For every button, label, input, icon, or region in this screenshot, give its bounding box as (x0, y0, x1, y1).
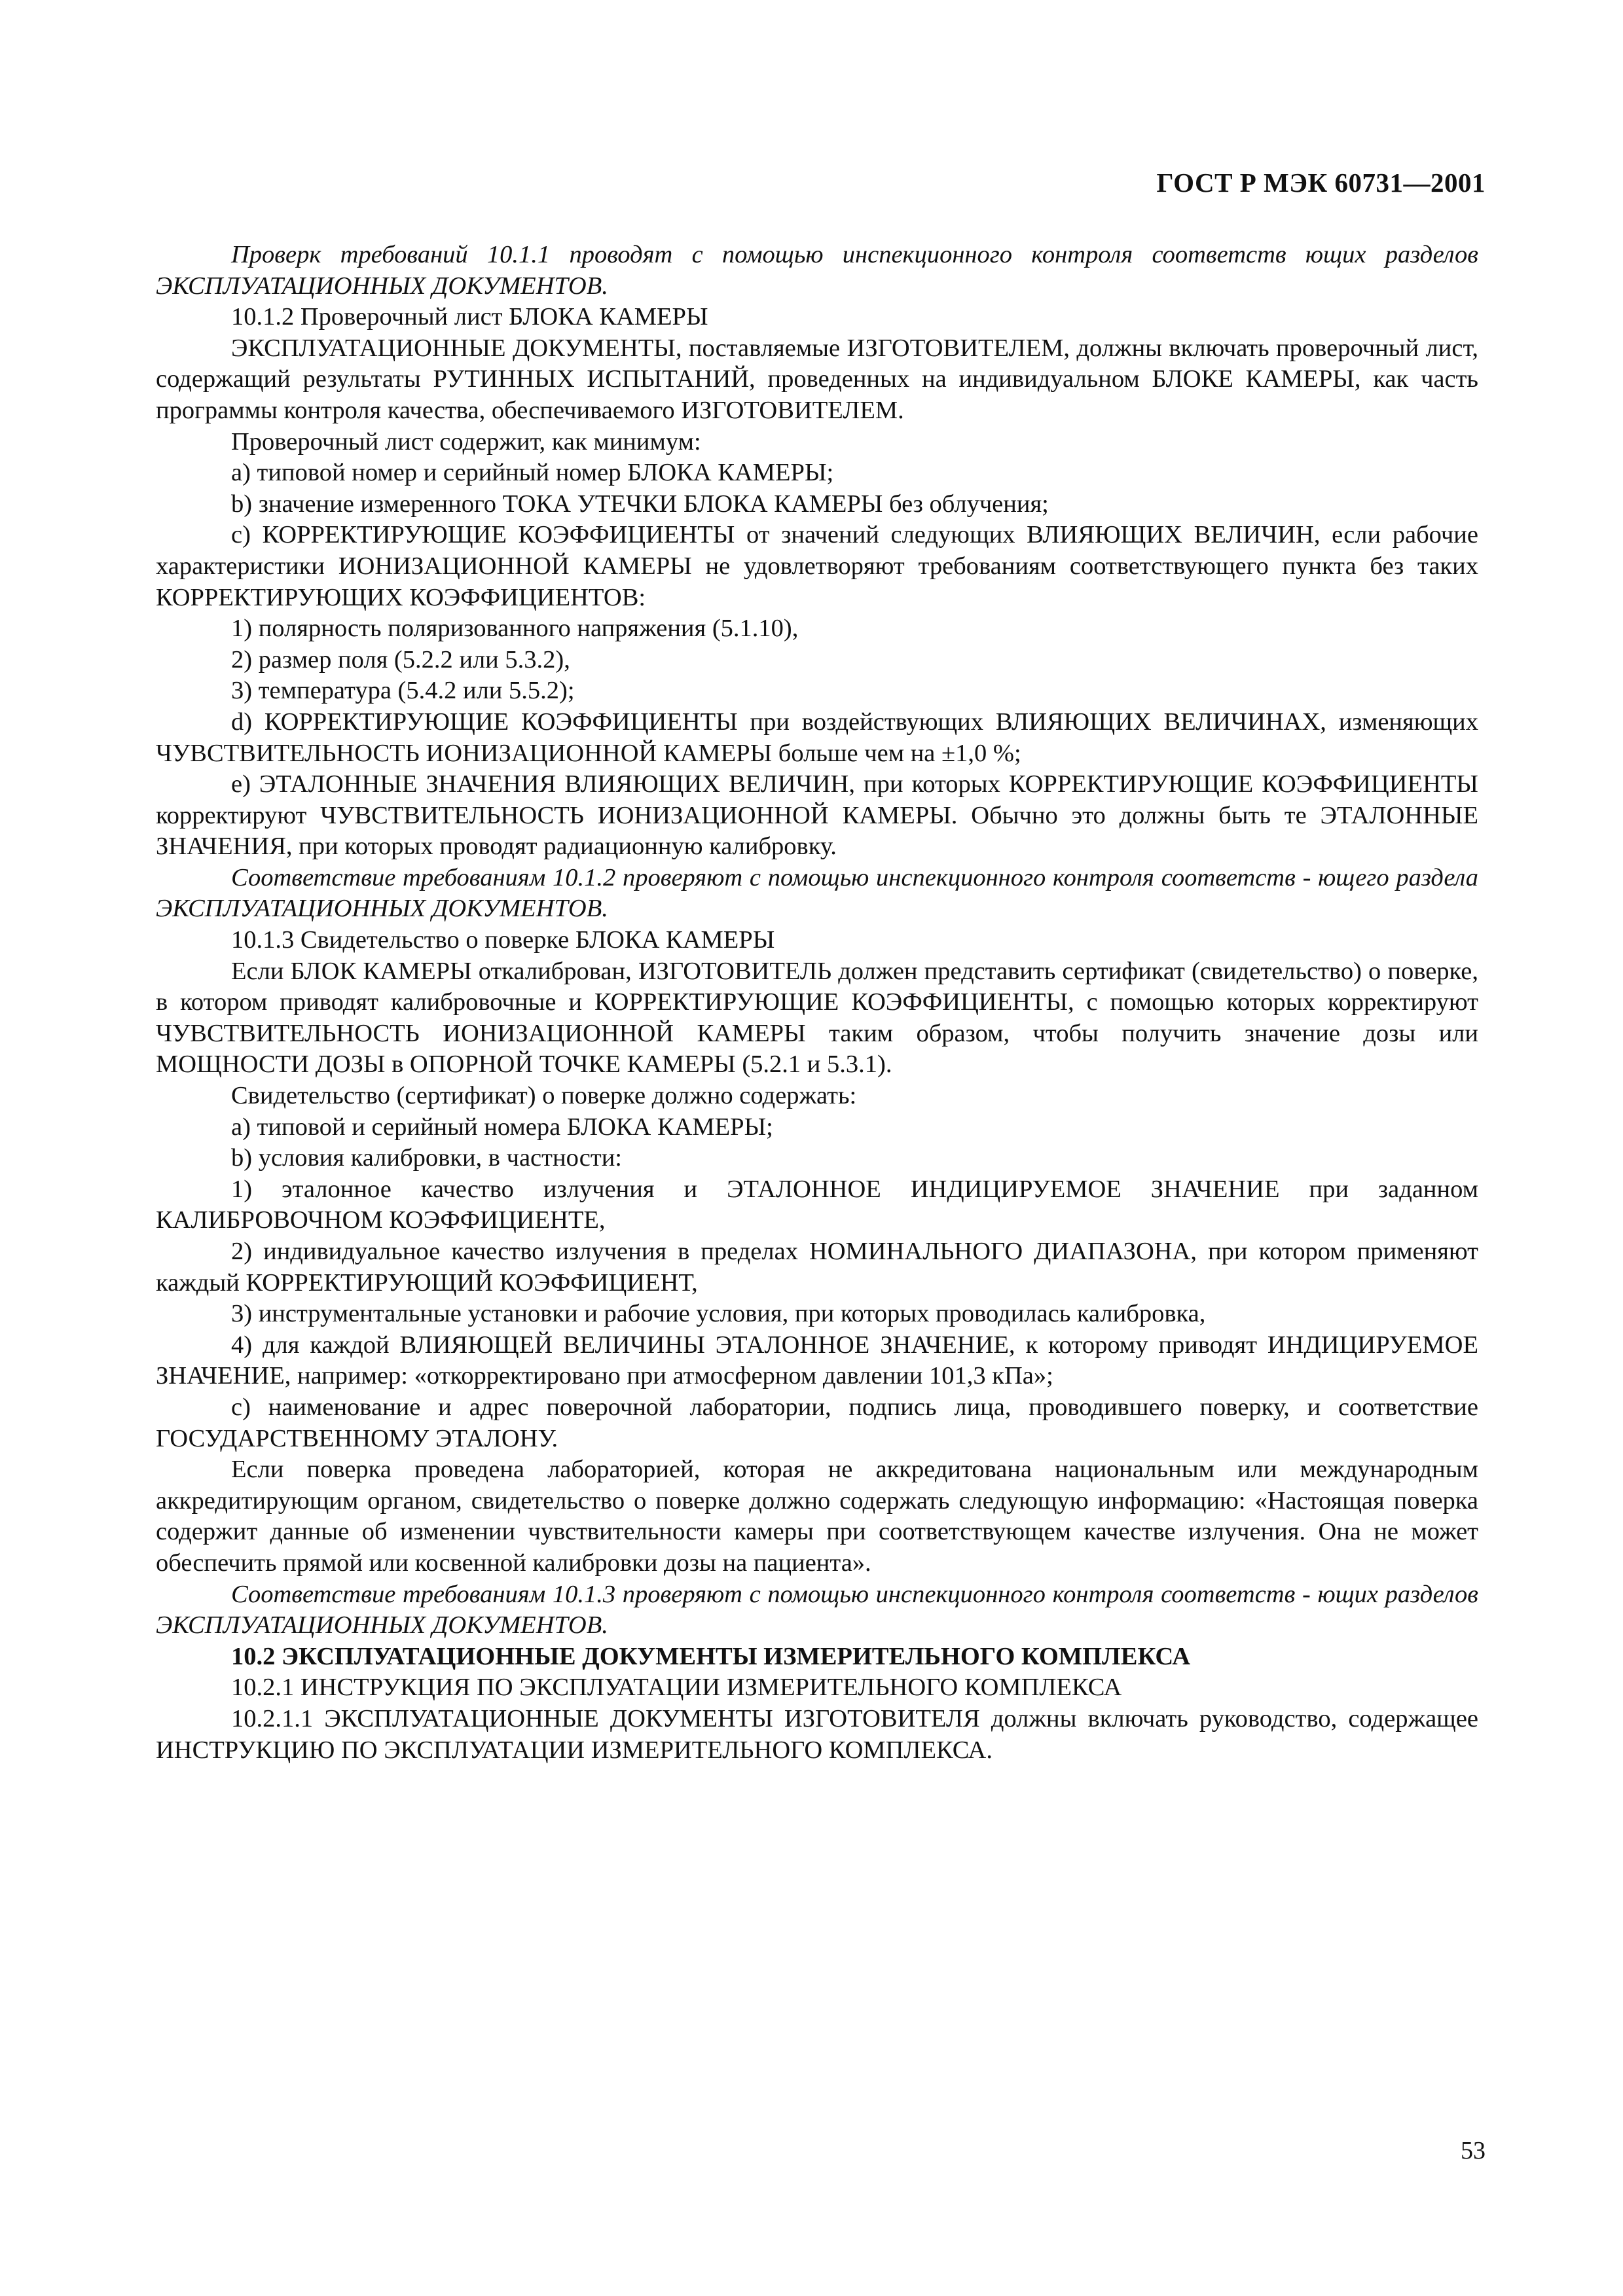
list-item: 4) для каждой ВЛИЯЮЩЕЙ ВЕЛИЧИНЫ ЭТАЛОННОЕ ЗНАЧЕНИЕ, к которому приводят ИНДИЦИРУЕМОЕ ЗНАЧЕНИЕ, например: «откорректировано при атмосферном давлении 101,3 кПа»; (156, 1331, 1478, 1390)
list-item: 2) индивидуальное качество излучения в пределах НОМИНАЛЬНОГО ДИАПАЗОНА, при котором применяют каждый КОРРЕКТИРУЮЩИЙ КОЭФФИЦИЕНТ, (156, 1238, 1478, 1297)
standard-header: ГОСТ Р МЭК 60731—2001 (1156, 168, 1486, 198)
list-item: 3) температура (5.4.2 или 5.5.2); (231, 677, 575, 705)
list-item: а) типовой и серийный номера БЛОКА КАМЕРЫ; (231, 1113, 773, 1141)
document-body (156, 240, 1478, 1766)
italic-note: Соответствие требованиям 10.1.3 проверяют с помощью инспекционного контроля соответств - ющих разделов ЭКСПЛУАТАЦИОННЫХ ДОКУМЕНТОВ. (156, 1580, 1478, 1640)
paragraph: ЭКСПЛУАТАЦИОННЫЕ ДОКУМЕНТЫ, поставляемые ИЗГОТОВИТЕЛЕМ, должны включать проверочный лист, содержащий результаты РУТИННЫХ ИСПЫТАНИЙ, проведенных на индивидуальном БЛОКЕ КАМЕРЫ, как часть программы контроля качества, обеспечиваемого ИЗГОТОВИТЕЛЕМ. (156, 334, 1478, 424)
clause-heading: 10.2.1 ИНСТРУКЦИЯ ПО ЭКСПЛУАТАЦИИ ИЗМЕРИТЕЛЬНОГО КОМПЛЕКСА (231, 1674, 1122, 1702)
paragraph: Если поверка проведена лабораторией, которая не аккредитована национальным или международным аккредитирующим органом, свидетельство о поверке должно содержать следующую информацию: «Настоящая поверка содержит данные об изменении чувствительности камеры при соответствующем качестве излучения. Она не может обеспечить прямой или косвенной калибровки дозы на пациента». (156, 1456, 1478, 1577)
paragraph: Проверочный лист содержит, как минимум: (231, 427, 701, 456)
list-item: 3) инструментальные установки и рабочие условия, при которых проводилась калибровка, (231, 1300, 1206, 1328)
list-item: b) условия калибровки, в частности: (231, 1144, 622, 1172)
italic-note: Соответствие требованиям 10.1.2 проверяют с помощью инспекционного контроля соответств - ющего раздела ЭКСПЛУАТАЦИОННЫХ ДОКУМЕНТОВ. (156, 863, 1478, 923)
page-number: 53 (1461, 2137, 1486, 2164)
list-item: 1) полярность поляризованного напряжения (5.1.10), (231, 615, 799, 643)
list-item: 1) эталонное качество излучения и ЭТАЛОННОЕ ИНДИЦИРУЕМОЕ ЗНАЧЕНИЕ при заданном КАЛИБРОВОЧНОМ КОЭФФИЦИЕНТЕ, (156, 1175, 1478, 1234)
list-item: d) КОРРЕКТИРУЮЩИЕ КОЭФФИЦИЕНТЫ при воздействующих ВЛИЯЮЩИХ ВЕЛИЧИНАХ, изменяющих ЧУВСТВИТЕЛЬНОСТЬ ИОНИЗАЦИОННОЙ КАМЕРЫ больше чем на ±1,0 %; (156, 708, 1478, 767)
paragraph: Свидетельство (сертификат) о поверке должно содержать: (231, 1082, 857, 1110)
italic-note: Проверк требований 10.1.1 проводят с помощью инспекционного контроля соответств ющих разделов ЭКСПЛУАТАЦИОННЫХ ДОКУМЕНТОВ. (156, 241, 1478, 300)
section-heading: 10.2 ЭКСПЛУАТАЦИОННЫЕ ДОКУМЕНТЫ ИЗМЕРИТЕЛЬНОГО КОМПЛЕКСА (231, 1642, 1191, 1670)
list-item: c) наименование и адрес поверочной лаборатории, подпись лица, проводившего поверку, и соответствие ГОСУДАРСТВЕННОМУ ЭТАЛОНУ. (156, 1393, 1478, 1452)
list-item: e) ЭТАЛОННЫЕ ЗНАЧЕНИЯ ВЛИЯЮЩИХ ВЕЛИЧИН, при которых КОРРЕКТИРУЮЩИЕ КОЭФФИЦИЕНТЫ корректируют ЧУВСТВИТЕЛЬНОСТЬ ИОНИЗАЦИОННОЙ КАМЕРЫ. Обычно это должны быть те ЭТАЛОННЫЕ ЗНАЧЕНИЯ, при которых проводят радиационную калибровку. (156, 770, 1478, 861)
list-item: c) КОРРЕКТИРУЮЩИЕ КОЭФФИЦИЕНТЫ от значений следующих ВЛИЯЮЩИХ ВЕЛИЧИН, если рабочие характеристики ИОНИЗАЦИОННОЙ КАМЕРЫ не удовлетворяют требованиям соответствующего пункта без таких КОРРЕКТИРУЮЩИХ КОЭФФИЦИЕНТОВ: (156, 521, 1478, 611)
clause-heading: 10.1.3 Свидетельство о поверке БЛОКА КАМЕРЫ (231, 926, 775, 954)
list-item: а) типовой номер и серийный номер БЛОКА КАМЕРЫ; (231, 459, 834, 487)
paragraph: 10.2.1.1 ЭКСПЛУАТАЦИОННЫЕ ДОКУМЕНТЫ ИЗГОТОВИТЕЛЯ должны включать руководство, содержащее ИНСТРУКЦИЮ ПО ЭКСПЛУАТАЦИИ ИЗМЕРИТЕЛЬНОГО КОМПЛЕКСА. (156, 1704, 1478, 1764)
clause-heading: 10.1.2 Проверочный лист БЛОКА КАМЕРЫ (231, 303, 708, 331)
paragraph: Если БЛОК КАМЕРЫ откалиброван, ИЗГОТОВИТЕЛЬ должен представить сертификат (свидетельство) о поверке, в котором приводят калибровочные и КОРРЕКТИРУЮЩИЕ КОЭФФИЦИЕНТЫ, с помощью которых корректируют ЧУВСТВИТЕЛЬНОСТЬ ИОНИЗАЦИОННОЙ КАМЕРЫ таким образом, чтобы получить значение дозы или МОЩНОСТИ ДОЗЫ в ОПОРНОЙ ТОЧКЕ КАМЕРЫ (5.2.1 и 5.3.1). (156, 957, 1478, 1079)
list-item: 2) размер поля (5.2.2 или 5.3.2), (231, 645, 570, 673)
list-item: b) значение измеренного ТОКА УТЕЧКИ БЛОКА КАМЕРЫ без облучения; (231, 490, 1049, 518)
